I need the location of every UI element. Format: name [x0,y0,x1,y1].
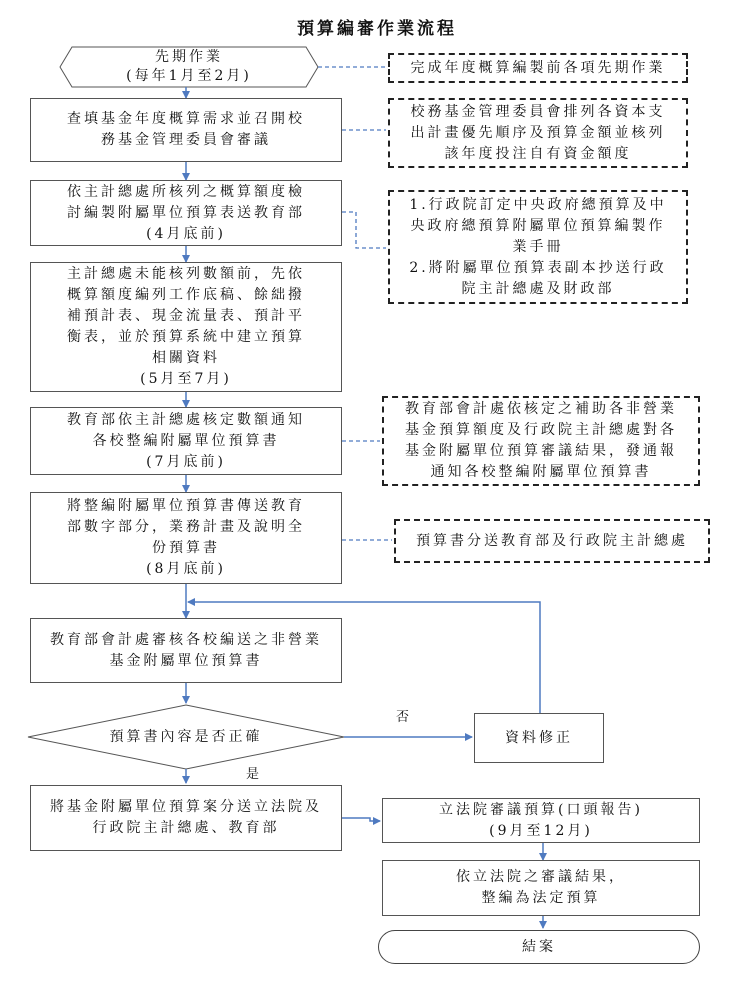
node-decision-line: 預算書內容是否正確 [109,728,263,745]
arrow-step7-to-legislature [342,818,380,821]
node-step7-line: 行政院主計總處、教育部 [92,820,280,836]
node-step7 [30,785,342,851]
node-step3-line: 相關資料 [152,350,220,366]
node-step6 [30,618,342,683]
node-step3-line: 概算額度編列工作底稿、餘絀撥 [67,287,305,303]
node-step4 [30,407,342,475]
node-step2-line: (4月底前) [146,225,226,242]
note-ministry-notice-line: 基金附屬單位預算審議結果，發通報 [405,443,677,459]
node-step5-line: (8月底前) [146,561,226,577]
label-yes: 是 [246,767,260,782]
note-executive-yuan-line: 央政府總預算附屬單位預算編製作 [410,217,666,234]
note-pre-work-line: 完成年度概算編製前各項先期作業 [410,59,666,76]
node-step5 [30,492,342,584]
note-committee [388,98,688,168]
node-revise-line: 資料修正 [505,729,573,746]
node-step4-line: (7月底前) [146,453,226,470]
node-step6-line: 教育部會計處審核各校編送之非營業 [50,631,322,648]
note-ministry-notice-line: 基金預算額度及行政院主計總處對各 [405,422,677,438]
node-step3 [30,262,342,392]
node-step2 [30,180,342,246]
node-finalize-line: 依立法院之審議結果， [456,869,626,885]
node-revise [474,713,604,763]
note-pre-work [388,53,688,83]
note-ministry-notice-line: 教育部會計處依核定之補助各非營業 [405,401,677,417]
node-step1-line: 查填基金年度概算需求並召開校 [67,111,305,127]
node-step2-line: 討編製附屬單位預算表送教育部 [67,204,305,221]
note-budget-sent-line: 預算書分送教育部及行政院主計總處 [416,532,688,549]
note-committee-line: 出計畫優先順序及預算金額並核列 [410,124,666,141]
node-step5-line: 部數字部分，業務計畫及說明全 [67,519,305,535]
node-legislature-line: (9月至12月) [489,822,593,839]
label-no: 否 [396,710,410,725]
node-end-line: 結案 [522,938,556,955]
node-step3-line: 衡表，並於預算系統中建立預算 [67,329,305,345]
node-step7-line: 將基金附屬單位預算案分送立法院及 [50,799,322,815]
node-step4-line: 各校整編附屬單位預算書 [92,432,280,449]
node-step6-line: 基金附屬單位預算書 [109,652,263,669]
note-committee-line: 該年度投注自有資金額度 [444,145,632,162]
node-legislature [382,798,700,843]
note-ministry-notice-line: 通知各校整編附屬單位預算書 [430,464,652,480]
page-title: 預算編審作業流程 [297,19,457,39]
node-step5-line: 將整編附屬單位預算書傳送教育 [67,498,305,514]
connector-note3 [342,212,386,248]
node-step2-line: 依主計總處所核列之概算額度檢 [67,183,305,200]
note-ministry-notice [382,396,700,486]
node-finalize-line: 整編為法定預算 [481,890,601,906]
node-step5-line: 份預算書 [152,540,220,556]
node-pre-work-line: 先期作業 [155,49,223,65]
note-executive-yuan-line: 2.將附屬單位預算表副本抄送行政 [409,259,667,276]
note-budget-sent [394,519,710,563]
note-executive-yuan-line: 業手冊 [512,238,564,255]
node-legislature-line: 立法院審議預算(口頭報告) [439,801,643,818]
node-end [378,930,700,964]
node-step4-line: 教育部依主計總處核定數額通知 [67,411,305,428]
node-decision [60,722,312,752]
note-committee-line: 校務基金管理委員會排列各資本支 [410,103,666,120]
note-executive-yuan-line: 院主計總處及財政部 [461,280,615,297]
node-step3-line: 主計總處未能核列數額前，先依 [67,266,305,282]
node-finalize [382,860,700,916]
node-step1 [30,98,342,162]
node-pre-work [72,47,306,87]
node-step1-line: 務基金管理委員會審議 [101,132,271,148]
node-step3-line: (5月至7月) [140,371,232,387]
node-pre-work-line: (每年1月至2月) [126,68,252,84]
note-executive-yuan-line: 1.行政院訂定中央政府總預算及中 [409,196,667,213]
node-step3-line: 補預計表、現金流量表、預計平 [67,308,305,324]
note-executive-yuan [388,190,688,304]
